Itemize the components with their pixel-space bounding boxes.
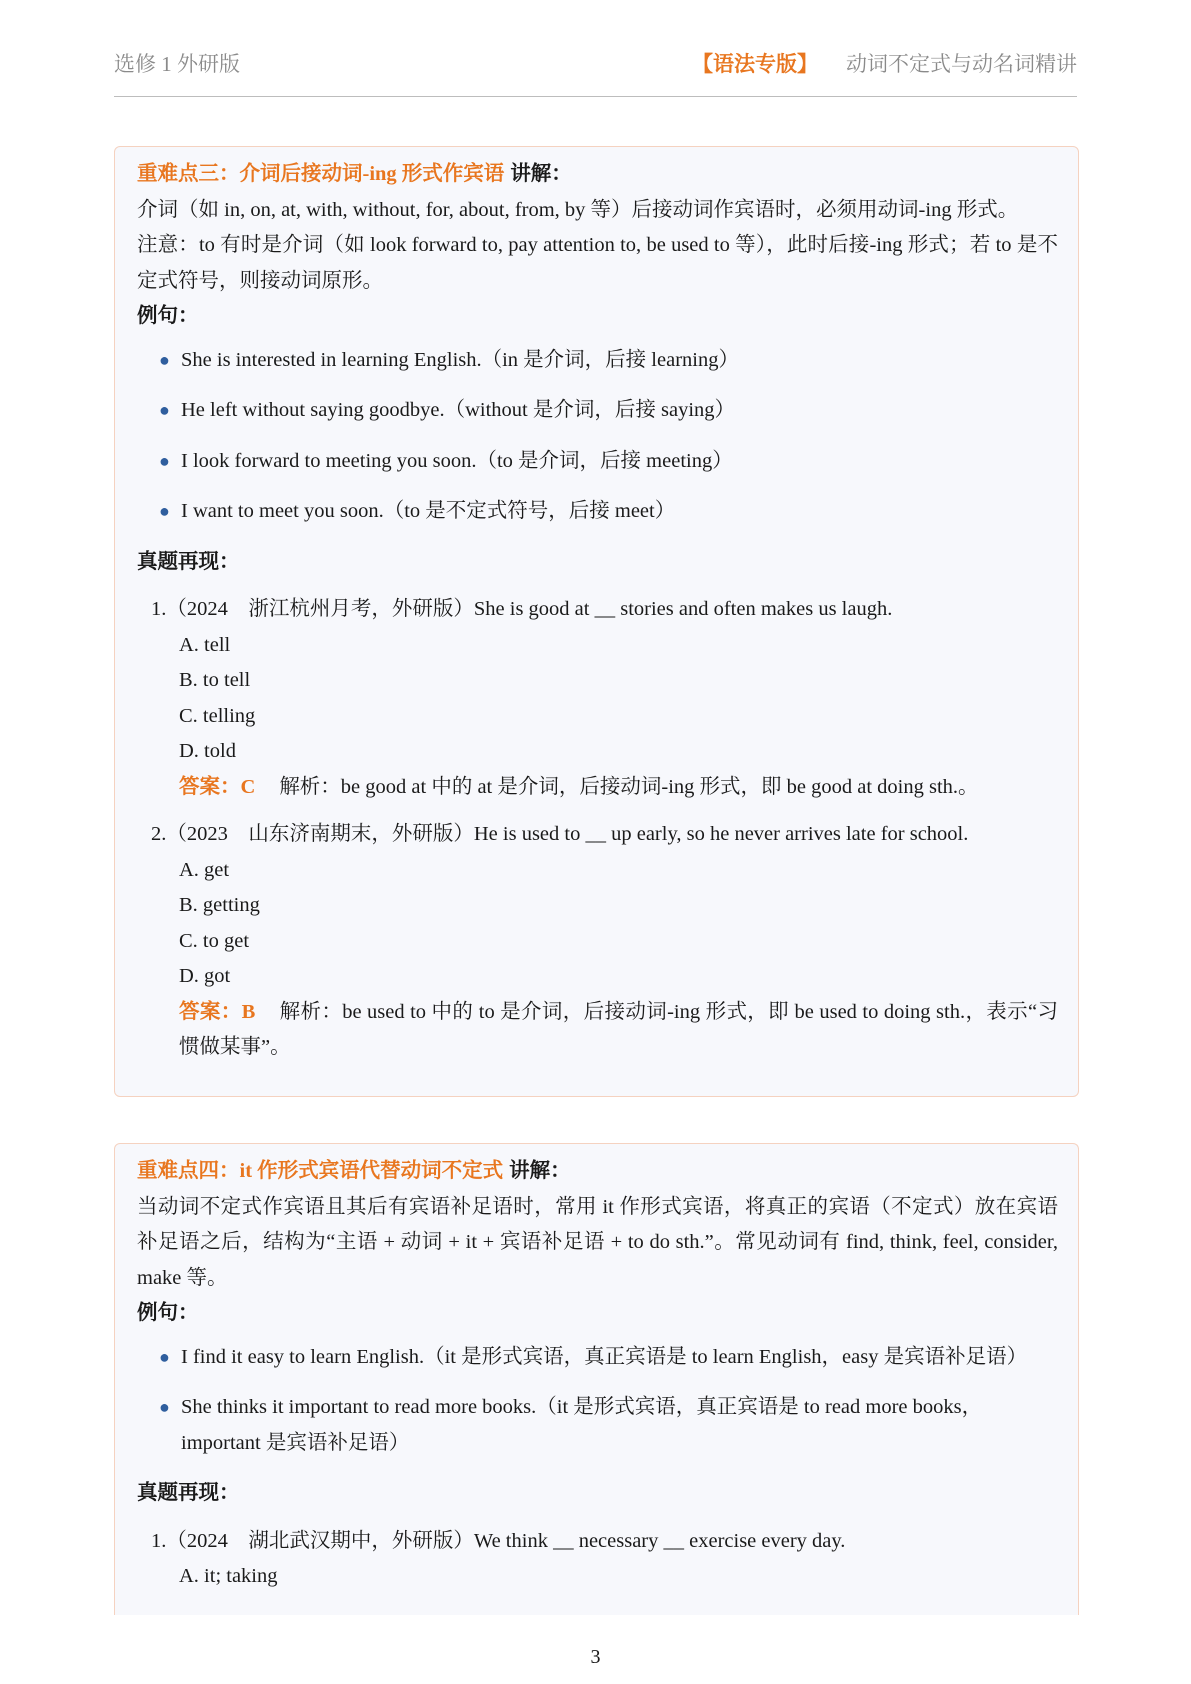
section-4-examples-label: 例句： [137, 1302, 199, 1324]
question-option: C. telling [179, 704, 256, 727]
header-tag: 【语法专版】 [692, 52, 818, 76]
section-3-title: 重难点三：介词后接动词-ing 形式作宾语 [137, 163, 505, 185]
question-stem: 1.（2024 湖北武汉期中，外研版）We think __ necessary __ exercise every day. [151, 1529, 846, 1552]
question-option: A. get [179, 858, 230, 881]
example-item [137, 1390, 1058, 1461]
bullet-icon: ● [159, 1346, 170, 1367]
bullet-icon: ● [159, 450, 170, 471]
answer-label: 答案：B [179, 1000, 256, 1023]
bullet-icon: ● [159, 349, 170, 370]
question-option: D. got [179, 965, 231, 987]
question-option: A. it; taking [179, 1565, 278, 1587]
bullet-icon: ● [159, 1397, 170, 1417]
answer-line [137, 770, 1058, 806]
header-chapter-title: 动词不定式与动名词精讲 [846, 52, 1077, 76]
section-4-examples [137, 1340, 1058, 1462]
section-4-exam-label: 真题再现： [137, 1482, 240, 1504]
example-item [137, 494, 1058, 530]
question-option: B. getting [179, 894, 260, 916]
page-number: 3 [590, 1646, 601, 1668]
question-option: C. to get [179, 929, 250, 952]
answer-line [137, 995, 1058, 1066]
example-text: I find it easy to learn English.（it 是形式宾语，真正宾语是 to learn English，easy 是宾语补足语） [181, 1345, 1028, 1368]
section-4-title: 重难点四：it 作形式宾语代替动词不定式 [137, 1160, 504, 1182]
question-block [137, 592, 1058, 805]
example-text: He left without saying goodbye.（without 是介词，后接 saying） [181, 399, 736, 421]
question-stem: 2.（2023 山东济南期末，外研版）He is used to __ up early, so he never arrives late for school. [151, 823, 969, 845]
section-4-title-line [137, 1154, 1058, 1190]
question-stem: 1.（2024 浙江杭州月考，外研版）She is good at __ stories and often makes us laugh. [151, 598, 893, 620]
answer-analysis: 解析：be good at 中的 at 是介词，后接动词-ing 形式，即 be good at doing sth.。 [279, 775, 979, 798]
answer-analysis: 解析：be used to 中的 to 是介词，后接动词-ing 形式，即 be used to doing sth.，表示“习惯做某事”。 [179, 1000, 1058, 1058]
header-right-group [692, 48, 1077, 78]
example-item [137, 393, 1058, 429]
section-3-explanation-2: 注意：to 有时是介词（如 look forward to, pay attention to, be used to 等），此时后接-ing 形式；若 to 是不定式符号，则接动词原形。 [137, 234, 1058, 292]
question-option: B. to tell [179, 669, 251, 691]
example-item [137, 444, 1058, 480]
header-book-title: 选修 1 外研版 [114, 52, 240, 76]
section-3-exam-label: 真题再现： [137, 550, 240, 573]
example-item [137, 343, 1058, 379]
example-text: I look forward to meeting you soon.（to 是介词，后接 meeting） [181, 449, 733, 472]
bullet-icon: ● [159, 400, 170, 420]
section-4-explanation-1: 当动词不定式作宾语且其后有宾语补足语时，常用 it 作形式宾语，将真正的宾语（不定式）放在宾语补足语之后，结构为“主语 + 动词 + it + 宾语补足语 + to do sth.”。常见动词有 find, think, feel, consider, make 等。 [137, 1195, 1058, 1289]
example-text: She is interested in learning English.（in 是介词，后接 learning） [181, 348, 739, 371]
section-4-box [114, 1143, 1079, 1615]
section-3-title-line [137, 157, 1058, 193]
question-block [137, 817, 1058, 1066]
section-3-title-suffix: 讲解： [510, 163, 572, 185]
bullet-icon: ● [159, 501, 170, 521]
example-text: I want to meet you soon.（to 是不定式符号，后接 meet） [181, 500, 676, 522]
section-3-examples-label: 例句： [137, 305, 199, 327]
answer-label: 答案：C [179, 775, 256, 798]
section-3-box [114, 146, 1079, 1097]
example-item [137, 1340, 1058, 1376]
question-option: D. told [179, 740, 236, 762]
page-header [114, 40, 1077, 97]
section-3-examples [137, 343, 1058, 530]
example-text: She thinks it important to read more books.（it 是形式宾语，真正宾语是 to read more books，important 是宾语补足语） [181, 1396, 983, 1454]
section-4-title-suffix: 讲解： [509, 1160, 571, 1182]
section-3-explanation-1: 介词（如 in, on, at, with, without, for, about, from, by 等）后接动词作宾语时，必须用动词-ing 形式。 [137, 198, 1019, 221]
question-block [137, 1524, 1058, 1595]
question-option: A. tell [179, 633, 231, 656]
